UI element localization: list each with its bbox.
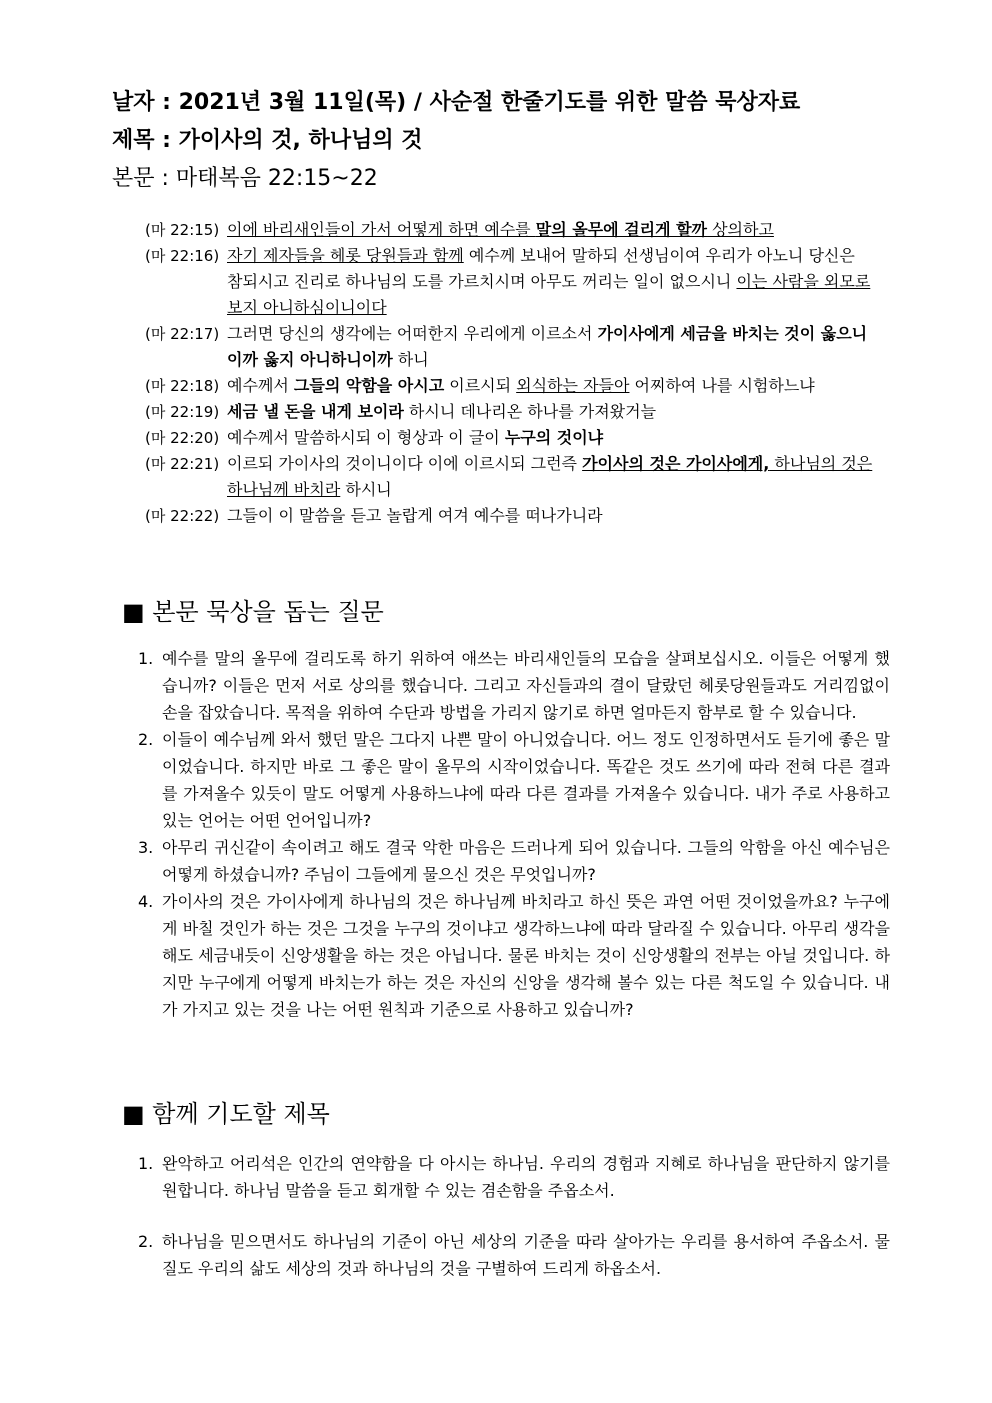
list-item-number: 1.	[138, 1154, 154, 1173]
verse-text-segment: 가이사의 것은 가이사에게,	[582, 454, 770, 473]
verse-text-segment: 말의 올무에 걸리게 할까	[535, 220, 708, 239]
list-item-number: 4.	[138, 892, 154, 911]
verse-text	[227, 321, 875, 373]
list-item-text: 아무리 귀신같이 속이려고 해도 결국 악한 마음은 드러나게 되어 있습니다. 그들의 악함을 아신 예수님은 어떻게 하셨습니까? 주님이 그들에게 물으신 것은 무엇입니까?	[162, 838, 890, 884]
question-list	[138, 645, 890, 1023]
verse-reference: (마 22:20)	[145, 429, 220, 447]
verse-text	[227, 425, 875, 451]
title-line	[112, 126, 422, 156]
verse-row	[145, 503, 875, 529]
verse-text-segment: 어찌하여 나를 시험하느냐	[629, 376, 815, 395]
verse-text-segment: 하시니 데나리온 하나를 가져왔거늘	[403, 402, 657, 421]
scripture-line	[112, 164, 378, 194]
verse-row	[145, 321, 875, 373]
verse-reference: (마 22:19)	[145, 403, 220, 421]
verse-text-segment: 세금 낼 돈을 내게 보이라	[227, 402, 404, 421]
verse-reference: (마 22:18)	[145, 377, 220, 395]
verse-text	[227, 243, 875, 321]
verse-row	[145, 373, 875, 399]
section-title-questions: ■ 본문 묵상을 돕는 질문	[122, 598, 384, 626]
title-label: 제목 :	[112, 128, 179, 153]
list-item	[138, 888, 890, 1023]
scripture-label: 본문 :	[112, 166, 176, 191]
list-item-text: 가이사의 것은 가이사에게 하나님의 것은 하나님께 바치라고 하신 뜻은 과연 어떤 것이었을까요? 누구에게 바칠 것인가 하는 것은 그것을 누구의 것이냐고 생각하느냐에 따라 달라질 수 있습니다. 아무리 생각을 해도 세금내듯이 신앙생활을 하는 것은 아닙니다. 물론 바치는 것이 신앙생활의 전부는 아닐 것입니다. 하지만 누구에게 어떻게 바치는가 하는 것은 자신의 신앙을 생각해 볼수 있는 다른 척도일 수 있습니다. 내가 가지고 있는 것을 나는 어떤 원칙과 기준으로 사용하고 있습니까?	[162, 892, 890, 1019]
verse-reference: (마 22:21)	[145, 455, 220, 473]
verse-text-segment: 그들이 이 말씀을 듣고 놀랍게 여겨 예수를 떠나가니라	[227, 506, 603, 525]
list-item-number: 2.	[138, 730, 154, 749]
verse-text-segment: 그들의 악함을 아시고	[293, 376, 445, 395]
date-line	[112, 88, 800, 118]
list-item-number: 2.	[138, 1232, 154, 1251]
verse-reference: (마 22:17)	[145, 325, 220, 343]
verse-text-segment: 하시니	[340, 480, 392, 499]
verse-text-segment: 하니	[392, 350, 429, 369]
list-item	[138, 834, 890, 888]
list-item-text: 하나님을 믿으면서도 하나님의 기준이 아닌 세상의 기준을 따라 살아가는 우리를 용서하여 주옵소서. 물질도 우리의 삶도 세상의 것과 하나님의 것을 구별하여 드리게 하옵소서.	[162, 1232, 890, 1278]
list-item-text: 이들이 예수님께 와서 했던 말은 그다지 나쁜 말이 아니었습니다. 어느 정도 인정하면서도 듣기에 좋은 말이었습니다. 하지만 바로 그 좋은 말이 올무의 시작이었습니다. 똑같은 것도 쓰기에 따라 전혀 다른 결과를 가져올수 있듯이 말도 어떻게 사용하느냐에 따라 다른 결과를 가져올수 있습니다. 내가 주로 사용하고 있는 언어는 어떤 언어입니까?	[162, 730, 890, 830]
list-item	[138, 1228, 890, 1282]
scripture-value: 마태복음 22:15~22	[175, 166, 378, 191]
list-item-text: 예수를 말의 올무에 걸리도록 하기 위하여 애쓰는 바리새인들의 모습을 살펴보십시오. 이들은 어떻게 했습니까? 이들은 먼저 서로 상의를 했습니다. 그리고 자신들과의 결이 달랐던 헤롯당원들과도 거리낌없이 손을 잡았습니다. 목적을 위하여 수단과 방법을 가리지 않기로 하면 얼마든지 함부로 할 수 있습니다.	[162, 649, 890, 722]
list-item	[138, 1150, 890, 1204]
verse-list	[145, 217, 875, 529]
verse-reference: (마 22:16)	[145, 247, 220, 265]
verse-text-segment: 하나님의 것은 하나님께 바치라	[227, 454, 873, 499]
verse-text-segment: 이르시되	[444, 376, 517, 395]
verse-reference: (마 22:15)	[145, 221, 220, 239]
verse-text-segment: 이르되 가이사의 것이니이다 이에 이르시되 그런즉	[227, 454, 583, 473]
verse-text-segment: 외식하는 자들아	[516, 376, 630, 395]
verse-text-segment: 자기 제자들을 헤롯 당원들과 함께	[227, 246, 464, 265]
verse-text	[227, 373, 875, 399]
verse-text	[227, 503, 875, 529]
verse-row	[145, 399, 875, 425]
verse-text-segment: 예수께서 말씀하시되 이 형상과 이 글이	[227, 428, 505, 447]
list-item	[138, 645, 890, 726]
verse-text	[227, 451, 875, 503]
verse-text-segment: 예수께 보내어 말하되 선생님이여 우리가 아노니 당신은 참되시고 진리로 하나님의 도를 가르치시며 아무도 꺼리는 일이 없으시니	[227, 246, 855, 291]
title-value: 가이사의 것, 하나님의 것	[178, 128, 423, 153]
date-value: 2021년 3월 11일(목) / 사순절 한줄기도를 위한 말씀 묵상자료	[178, 90, 801, 115]
verse-text-segment: 그러면 당신의 생각에는 어떠한지 우리에게 이르소서	[227, 324, 598, 343]
section-title-prayer: ■ 함께 기도할 제목	[122, 1100, 330, 1128]
verse-text-segment: 누구의 것이냐	[504, 428, 604, 447]
verse-text	[227, 399, 875, 425]
list-item	[138, 726, 890, 834]
date-label: 날자 :	[112, 90, 179, 115]
verse-text-segment: 상의하고	[707, 220, 774, 239]
verse-text-segment: 이는 사람을 외모로 보지 아니하심이니이다	[227, 272, 871, 317]
verse-row	[145, 451, 875, 503]
verse-reference: (마 22:22)	[145, 507, 220, 525]
prayer-list	[138, 1150, 890, 1282]
verse-row	[145, 425, 875, 451]
list-item-number: 1.	[138, 649, 154, 668]
verse-text	[227, 217, 875, 243]
verse-text-segment: 이에 바리새인들이 가서 어떻게 하면 예수를	[227, 220, 536, 239]
verse-row	[145, 243, 875, 321]
verse-text-segment: 가이사에게 세금을 바치는 것이 옳으니이까 옳지 아니하니이까	[227, 324, 868, 369]
list-item-text: 완악하고 어리석은 인간의 연약함을 다 아시는 하나님. 우리의 경험과 지혜로 하나님을 판단하지 않기를 원합니다. 하나님 말씀을 듣고 회개할 수 있는 겸손함을 주옵소서.	[162, 1154, 890, 1200]
verse-row	[145, 217, 875, 243]
verse-text-segment: 예수께서	[227, 376, 294, 395]
list-item-number: 3.	[138, 838, 154, 857]
